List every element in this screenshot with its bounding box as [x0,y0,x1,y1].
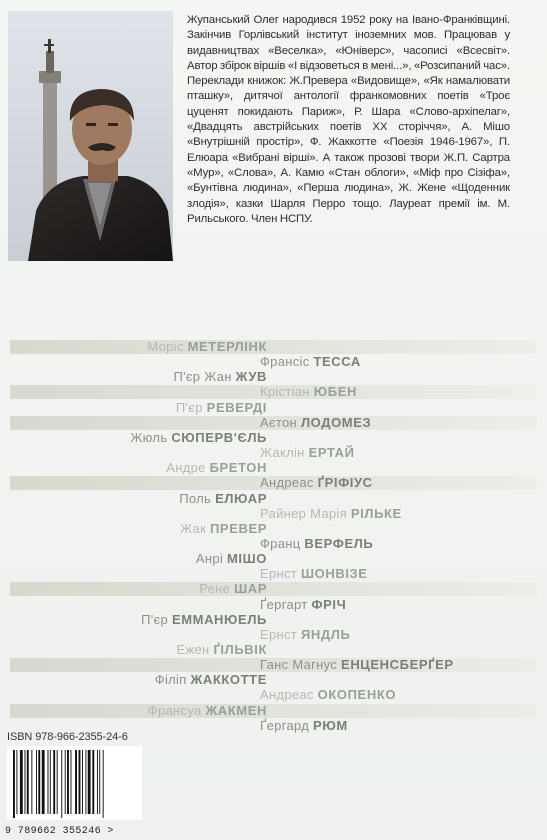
name-row [10,476,537,490]
name-row [10,401,537,415]
name-row [10,552,537,566]
name-row [10,613,537,627]
author-name [177,643,267,657]
author-name [176,401,267,415]
author-name [260,476,373,490]
barcode-number: 9 789662 355246 > [5,826,114,837]
author-name [260,446,355,460]
author-first-name: Жюль [130,429,168,445]
author-last-name: ҐІЛЬВІК [213,642,267,657]
name-row [10,628,537,642]
author-name [173,370,267,384]
author-last-name: ЖУВ [235,369,267,385]
name-row [10,567,537,581]
author-first-name: Жак [180,520,207,536]
author-first-name: Ежен [176,642,210,657]
author-name [260,416,371,430]
author-first-name: Філіп [154,672,187,688]
author-first-name: Ґергарт [260,596,308,612]
author-first-name: Поль [179,490,212,506]
author-name [179,492,267,506]
author-first-name: Андреас [260,475,314,491]
author-last-name: ЕРТАЙ [308,445,355,461]
author-name [260,507,402,521]
author-name [196,552,267,566]
author-name [180,522,267,536]
author-last-name: РЕВЕРДІ [206,399,267,415]
author-last-name: ҐРІФІУС [317,475,373,491]
name-row [10,355,537,369]
name-row [10,370,537,384]
name-row [10,461,537,475]
author-first-name: Ернст [260,566,298,582]
author-name [155,673,267,687]
author-name [148,704,267,718]
name-row [10,673,537,687]
name-row [10,688,537,702]
author-name [260,537,373,551]
author-last-name: ЖАКМЕН [205,702,267,718]
author-name [260,688,396,702]
author-first-name: Франсіс [260,354,310,370]
author-first-name: Крістіан [260,384,310,400]
name-row [10,522,537,536]
author-last-name: ТЕССА [313,354,361,370]
author-last-name: РЮМ [313,717,348,733]
author-last-name: БРЕТОН [209,460,267,476]
author-name [260,658,454,672]
author-first-name: Андре [166,460,206,476]
author-first-name: Андреас [260,687,314,703]
author-name [260,598,346,612]
author-last-name: ШОНВІЗЕ [300,566,368,582]
name-row [10,598,537,612]
author-last-name: ШАР [234,581,267,597]
name-row [10,658,537,672]
author-last-name: ЯНДЛЬ [300,626,351,642]
name-row [10,446,537,460]
author-last-name: РІЛЬКЕ [350,505,402,521]
author-name [260,385,357,399]
author-first-name: П'єр Жан [173,369,232,385]
barcode-icon [7,746,142,820]
author-last-name: ЛОДОМЕЗ [300,414,372,430]
name-row [10,704,537,718]
name-row [10,385,537,399]
name-row [10,507,537,521]
name-row [10,582,537,596]
author-last-name: ФРІЧ [311,596,347,612]
name-row [10,492,537,506]
isbn-label: ISBN 978-966-2355-24-6 [7,731,128,743]
author-last-name: ВЕРФЕЛЬ [304,535,374,551]
author-first-name: П'єр [141,611,169,627]
author-last-name: ЕММАНЮЕЛЬ [171,611,267,627]
author-name [260,719,348,733]
author-first-name: Аєтон [260,414,298,430]
name-row [10,416,537,430]
author-last-name: ЕНЦЕНСБЕРҐЕР [341,657,454,673]
author-name [260,628,350,642]
author-name [141,613,267,627]
name-row [10,431,537,445]
author-bio: Жупанський Олег народився 1952 року на Івано-Франківщині. Закінчив Горлівський інститут іноземних мов. Працював у видавництвах «Веселка», «Юніверс», часописі «Всесвіт». Автор збірок віршів «І відзоветься в мені...», «Розсипаний час». Переклади книжок: Ж.Превера «Видовище», «Як намалювати пташку», дитячої антології франкомовних поетів «Троє цуценят покидають Париж», Р. Шара «Слово-архіпелаг», «Двадцять австрійських поетів XX сторіччя», А. Мішо «Внутрішній простір», Ф. Жаккотте «Поезія 1946-1967», П. Елюара «Вибрані вірші». А також прозові твори Ж.П. Сартра «Мур», «Слова», А. Камю «Стан облоги», «Міф про Сізіфа», «Бунтівна людина», «Перша людина», Ж. Жене «Щоденник злодія», казки Шарля Перро тощо. Лауреат премії ім. М. Рильського. Член НСПУ. [187,14,510,225]
name-row [10,537,537,551]
author-name [147,340,267,354]
author-name [260,567,368,581]
author-last-name: МІШО [226,551,267,567]
name-row [10,643,537,657]
author-last-name: МЕТЕРЛІНК [187,339,267,354]
author-first-name: Франц [260,535,301,551]
author-last-name: ПРЕВЕР [209,520,267,536]
author-first-name: Райнер Марія [260,505,347,521]
author-first-name: П'єр [175,399,203,415]
author-first-name: Ганс Магнус [260,657,338,673]
author-first-name: Франсуа [147,702,202,718]
author-first-name: Анрі [195,551,224,567]
author-last-name: ОКОПЕНКО [317,687,397,703]
author-first-name: Рене [199,581,231,597]
author-last-name: ЮБЕН [313,384,357,400]
name-row [10,340,537,354]
author-last-name: ЕЛЮАР [215,490,267,506]
author-name [130,431,267,445]
author-first-name: Моріс [147,339,184,354]
author-first-name: Жаклін [260,445,305,461]
author-name [260,355,361,369]
author-name [199,582,267,596]
author-first-name: Ернст [260,626,298,642]
author-first-name: Ґергард [260,717,310,733]
author-last-name: СЮПЕРВ'ЄЛЬ [171,429,267,445]
author-name [166,461,267,475]
author-last-name: ЖАККОТТЕ [190,672,267,688]
